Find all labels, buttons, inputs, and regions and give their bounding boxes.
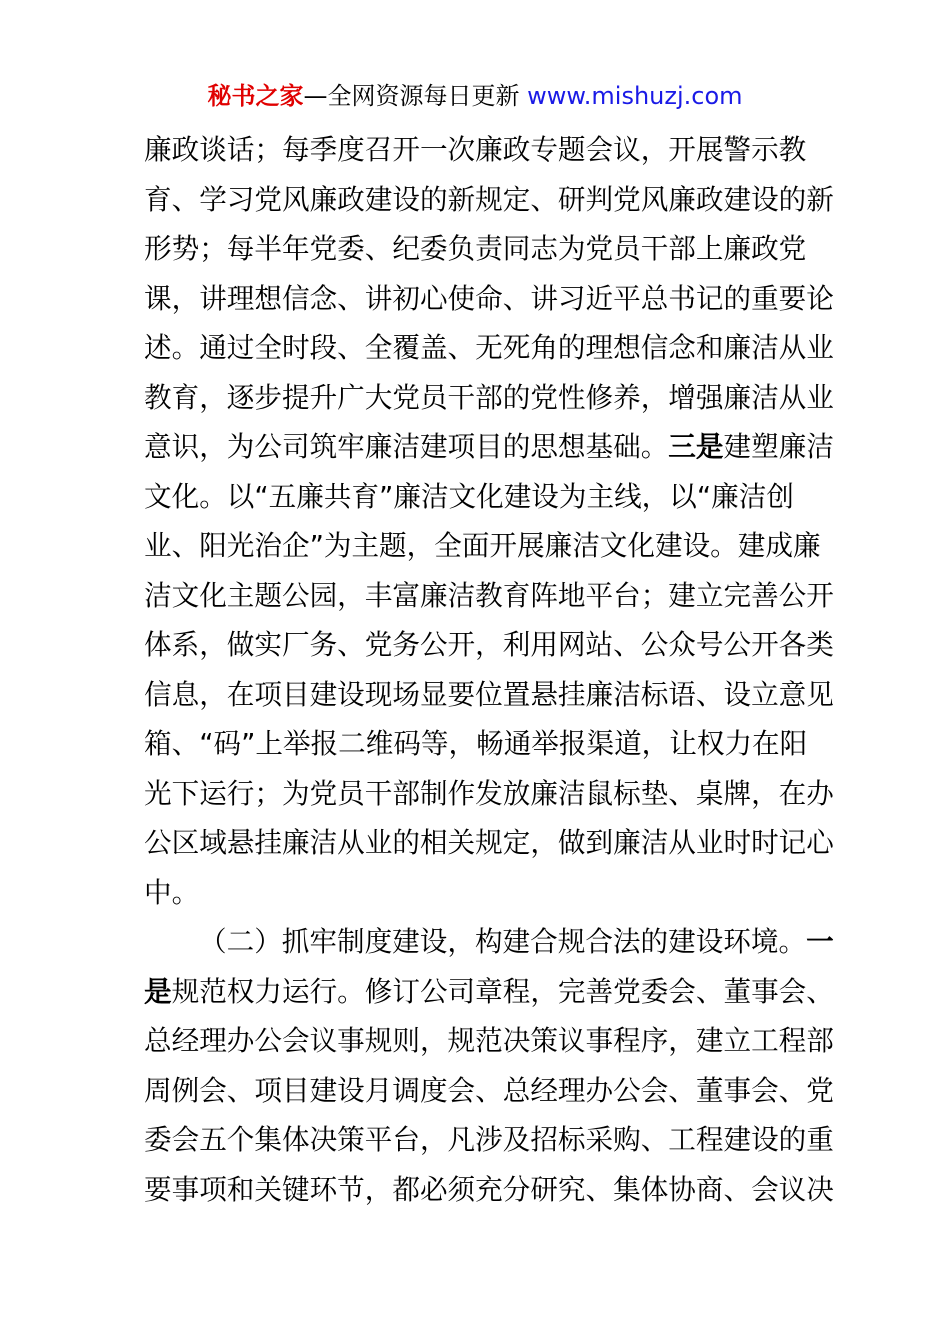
site-header: [0, 80, 950, 112]
text-line: [144, 274, 834, 324]
text-line: [144, 868, 809, 918]
text-run: 廉政谈话；每季度召开一次廉政专题会议，开展警示教: [144, 133, 807, 166]
text-line: [144, 967, 834, 1017]
text-line: [144, 1115, 834, 1165]
site-tagline: —全网资源每日更新: [303, 82, 528, 110]
text-line: [144, 620, 834, 670]
text-line: [144, 521, 821, 571]
text-line: [144, 1066, 834, 1116]
text-run: 体系，做实厂务、党务公开，利用网站、公众号公开各类: [144, 628, 834, 661]
text-run: 箱、“码”上举报二维码等，畅通举报渠道，让权力在阳: [144, 727, 808, 760]
text-run: 中。: [144, 875, 200, 909]
text-run: 光下运行；为党员干部制作发放廉洁鼠标垫、桌牌，在办: [144, 776, 834, 810]
text-line: [144, 472, 809, 522]
text-line: [144, 224, 809, 274]
bold-lead-text: 一: [806, 925, 834, 958]
text-line: [144, 818, 834, 868]
section-heading: （二）抓牢制度建设，构建合规合法的建设环境。: [199, 925, 807, 958]
text-run: 规范权力运行。修订公司章程，完善党委会、董事会、: [171, 974, 834, 1008]
text-run: 周例会、项目建设月调度会、总经理办公会、董事会、党: [144, 1073, 834, 1107]
text-run: 总经理办公会议事规则，规范决策议事程序，建立工程部: [144, 1024, 834, 1057]
text-run: 意识，为公司筑牢廉洁建项目的思想基础。: [144, 430, 669, 463]
text-run: 委会五个集体决策平台，凡涉及招标采购、工程建设的重: [144, 1123, 834, 1156]
text-line: [144, 125, 809, 175]
text-run: 信息，在项目建设现场显要位置悬挂廉洁标语、设立意见: [144, 677, 834, 711]
text-line: [144, 769, 834, 819]
text-line: [144, 1016, 834, 1066]
text-line: [144, 719, 809, 769]
text-line: [144, 571, 834, 621]
text-run: 建塑廉洁: [723, 430, 834, 463]
text-run: 课，讲理想信念、讲初心使命、讲习近平总书记的重要论: [144, 281, 834, 315]
text-line: [144, 670, 834, 720]
text-line: [144, 373, 834, 423]
document-body: [144, 125, 834, 1214]
text-run: 教育，逐步提升广大党员干部的党性修养，增强廉洁从业: [144, 380, 834, 414]
text-run: 公区域悬挂廉洁从业的相关规定，做到廉洁从业时时记心: [144, 826, 834, 859]
text-line: [144, 1165, 834, 1215]
text-run: 述。通过全时段、全覆盖、无死角的理想信念和廉洁从业: [144, 331, 834, 364]
bold-lead-text: 三是: [668, 430, 724, 463]
text-run: 要事项和关键环节，都必须充分研究、集体协商、会议决: [144, 1172, 834, 1206]
section-heading-line: [144, 917, 834, 967]
text-line: [144, 323, 834, 373]
text-line: [144, 175, 834, 225]
text-line: [144, 422, 834, 472]
text-run: 形势；每半年党委、纪委负责同志为党员干部上廉政党: [144, 232, 807, 265]
bold-lead-text: 是: [144, 974, 172, 1008]
text-run: 洁文化主题公园，丰富廉洁教育阵地平台；建立完善公开: [144, 578, 834, 612]
text-run: 文化。以“五廉共育”廉洁文化建设为主线，以“廉洁创: [144, 479, 794, 513]
text-run: 育、学习党风廉政建设的新规定、研判党风廉政建设的新: [144, 182, 834, 216]
site-url-link[interactable]: www.mishuzj.com: [527, 82, 743, 110]
site-brand: 秘书之家: [207, 82, 304, 110]
text-run: 业、阳光治企”为主题，全面开展廉洁文化建设。建成廉: [144, 529, 821, 562]
